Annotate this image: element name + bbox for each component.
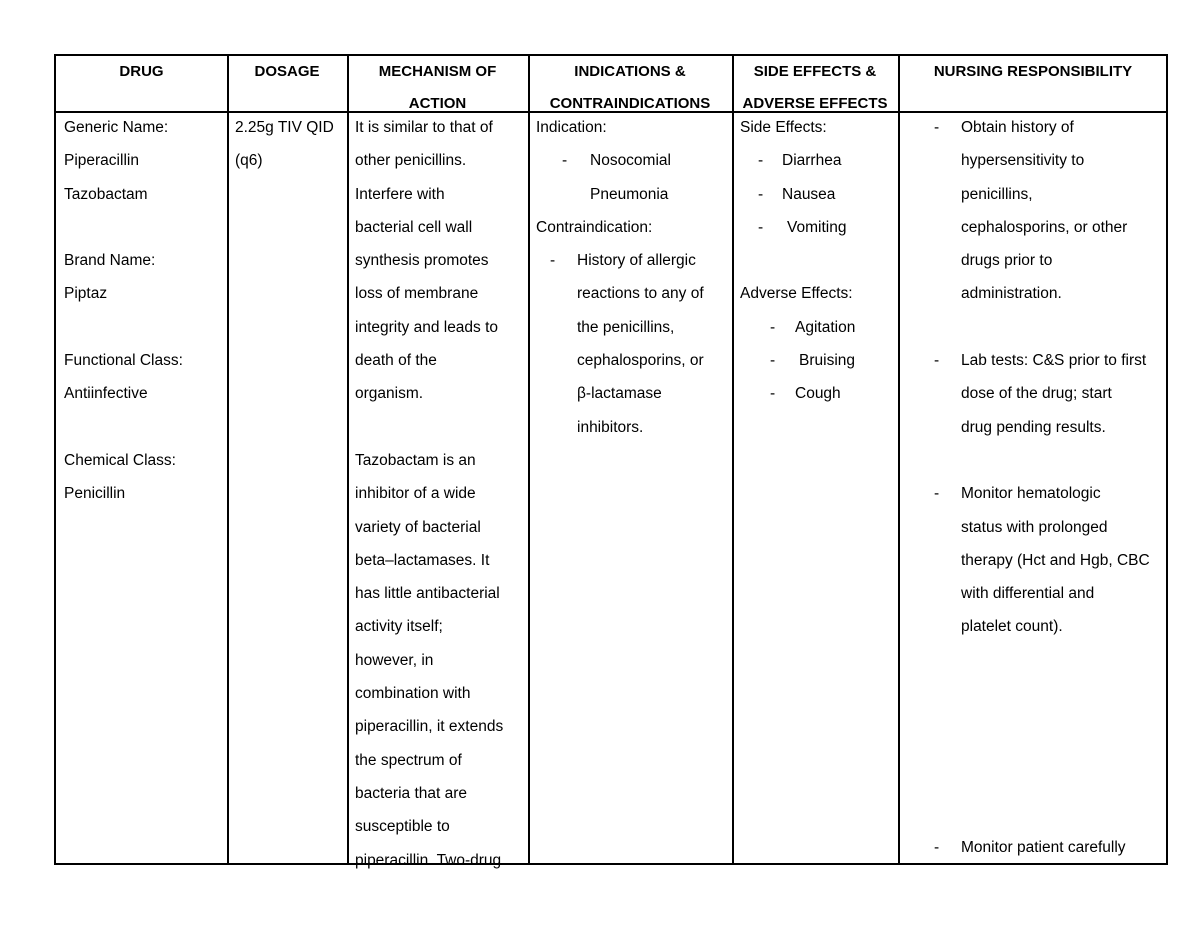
indication-label: Indication: [536,119,607,136]
contraindication-text: cephalosporins, or [577,352,704,370]
header-mechanism-line-1: MECHANISM OF [378,63,497,80]
side-effects-label: Side Effects: [740,119,827,136]
spacer [64,311,227,344]
generic-name-line-1: Piperacillin [64,152,139,170]
header-nursing [898,56,1168,111]
dosage-line-1: 2.25g TIV QID [235,119,334,136]
header-dosage-label: DOSAGE [254,63,320,80]
header-side-effects-line-2: ADVERSE EFFECTS [742,95,888,112]
mechanism-line: Tazobactam is an [355,451,476,469]
header-indications-line-2: CONTRAINDICATIONS [549,95,711,112]
mechanism-line: other penicillins. [355,152,467,170]
nursing-text: cephalosporins, or other [961,218,1128,236]
contraindication-text: the penicillins, [577,318,675,336]
nursing-text: drug pending results. [961,418,1106,436]
mechanism-line: beta–lactamases. It [355,551,490,569]
header-side-effects [732,56,898,111]
mechanism-line: has little antibacterial [355,585,500,603]
functional-class-label: Functional Class: [64,352,183,370]
generic-name-line-2: Tazobactam [64,185,148,203]
dash-bullet: - [562,152,568,170]
header-mechanism-line-2: ACTION [408,95,467,112]
nursing-text: Lab tests: C&S prior to first [961,352,1147,370]
mechanism-line: organism. [355,385,424,403]
mechanism-line: susceptible to [355,818,450,836]
nursing-item-bottom [906,831,1168,864]
dash-bullet: - [934,839,940,856]
nursing-text: with differential and [961,585,1095,603]
nursing-text: platelet count). [961,618,1063,636]
nursing-text: dose of the drug; start [961,385,1112,403]
header-drug-label: DRUG [119,63,164,80]
mechanism-line: integrity and leads to [355,318,499,336]
side-effect-text: Nausea [782,185,836,203]
drug-cell [56,111,227,511]
side-effect-item [740,178,898,211]
header-indications-line-1: INDICATIONS & [574,63,686,80]
mechanism-line: variety of bacterial [355,518,481,536]
spacer [64,411,227,444]
adverse-effect-text: Cough [795,385,841,403]
header-nursing-label: NURSING RESPONSIBILITY [933,63,1133,80]
adverse-effect-item [740,344,898,377]
nursing-text: Monitor hematologic [961,485,1101,503]
contraindication-label: Contraindication: [536,218,653,236]
contraindication-item [536,244,732,277]
side-effect-text: Diarrhea [782,152,842,170]
nursing-item [906,477,1168,510]
indication-item-text: Nosocomial [590,152,671,170]
generic-name-label: Generic Name: [64,119,169,136]
side-effect-item [740,211,898,244]
dash-bullet: - [758,218,764,236]
dash-bullet: - [770,318,776,336]
spacer [355,411,528,444]
nursing-text: hypersensitivity to [961,152,1085,170]
nursing-text: Obtain history of [961,119,1074,136]
adverse-effect-text: Bruising [799,352,855,370]
side-effects-cell [732,111,898,411]
mechanism-line: the spectrum of [355,751,462,769]
mechanism-line: loss of membrane [355,285,479,303]
mechanism-line: death of the [355,352,437,370]
contraindication-text: inhibitors. [577,418,644,436]
header-dosage [227,56,347,111]
adverse-effect-item [740,377,898,410]
spacer [906,311,1168,344]
mechanism-line: bacterial cell wall [355,218,473,236]
mechanism-line: piperacillin. Two-drug [355,851,502,869]
mechanism-line: Interfere with [355,185,445,203]
nursing-text: status with prolonged [961,518,1108,536]
contraindication-text: β-lactamase [577,385,662,403]
mechanism-cell [347,111,528,877]
header-side-effects-line-1: SIDE EFFECTS & [753,63,877,80]
adverse-effect-item [740,311,898,344]
header-drug [56,56,227,111]
dosage-line-2: (q6) [235,152,263,170]
functional-class-value: Antiinfective [64,385,148,403]
drug-study-table [54,54,1168,869]
chemical-class-value: Penicillin [64,485,126,503]
nursing-text: Monitor patient carefully [961,839,1126,856]
mechanism-line: combination with [355,685,471,703]
mechanism-line: inhibitor of a wide [355,485,476,503]
dash-bullet: - [770,385,776,403]
dash-bullet: - [934,485,940,503]
nursing-item [906,111,1168,144]
mechanism-line: piperacillin, it extends [355,718,504,736]
dash-bullet: - [934,119,940,136]
side-effect-item [740,144,898,177]
spacer [740,244,898,277]
indication-item-text: Pneumonia [590,185,669,203]
dash-bullet: - [758,152,764,170]
nursing-text: penicillins, [961,185,1033,203]
nursing-text: therapy (Hct and Hgb, CBC [961,551,1150,569]
nursing-text: administration. [961,285,1062,303]
indications-cell [528,111,732,444]
dosage-cell [227,111,347,178]
nursing-text: drugs prior to [961,252,1053,270]
chemical-class-label: Chemical Class: [64,451,176,469]
nursing-item [906,344,1168,377]
spacer [64,211,227,244]
spacer [906,444,1168,477]
adverse-effects-label: Adverse Effects: [740,285,853,303]
mechanism-line: It is similar to that of [355,119,493,136]
mechanism-line: bacteria that are [355,784,468,802]
side-effect-text: Vomiting [787,218,847,236]
nursing-item [906,831,1168,864]
indication-item [536,144,732,177]
contraindication-text: History of allergic [577,252,696,270]
brand-name-value: Piptaz [64,285,108,303]
dash-bullet: - [934,352,940,370]
mechanism-line: synthesis promotes [355,252,489,270]
header-indications [528,56,732,111]
dash-bullet: - [550,252,556,270]
dash-bullet: - [770,352,776,370]
dash-bullet: - [758,185,764,203]
mechanism-line: activity itself; [355,618,443,636]
contraindication-text: reactions to any of [577,285,704,303]
brand-name-label: Brand Name: [64,252,156,270]
adverse-effect-text: Agitation [795,318,856,336]
nursing-cell [898,111,1168,644]
header-mechanism [347,56,528,111]
mechanism-line: however, in [355,651,434,669]
